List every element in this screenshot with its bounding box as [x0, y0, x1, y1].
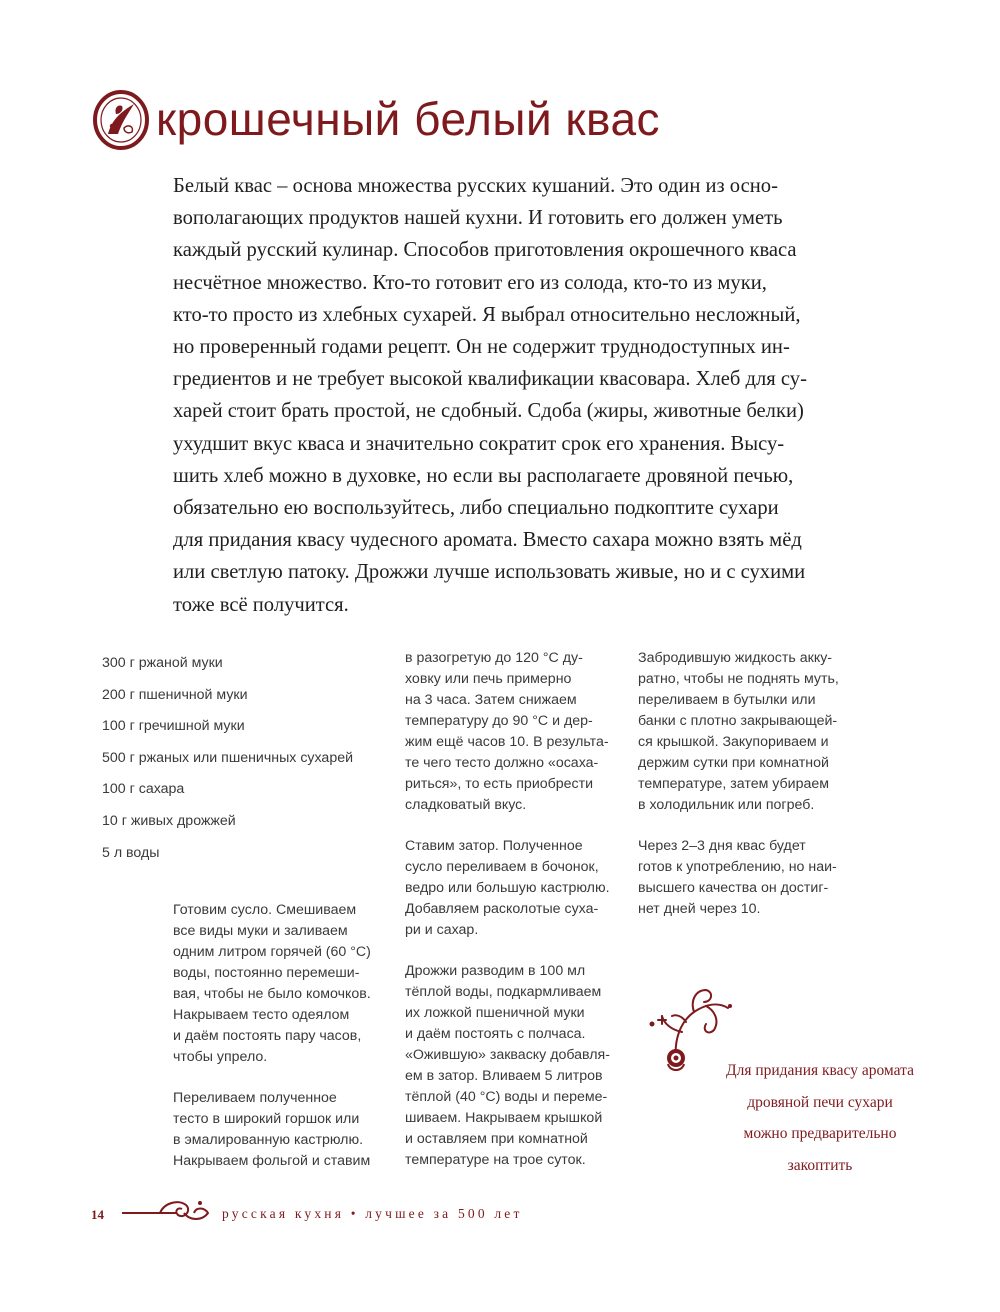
- intro-line: но проверенный годами рецепт. Он не содержит труднодоступных ин-: [173, 336, 790, 359]
- step-line: переливаем в бутылки или: [638, 692, 816, 708]
- step-line: ри и сахар.: [405, 922, 479, 938]
- intro-paragraph: [173, 170, 863, 621]
- step-line: ем в затор. Вливаем 5 литров: [405, 1068, 603, 1084]
- step-line: тёплой (40 °С) воды и переме-: [405, 1089, 608, 1105]
- image-caption: [700, 1055, 940, 1181]
- step-line: температуре на трое суток.: [405, 1152, 586, 1168]
- step-line: Через 2–3 дня квас будет: [638, 838, 806, 854]
- steps-column-1: [173, 900, 393, 1192]
- step-line: банки с плотно закрывающей-: [638, 713, 838, 729]
- step-line: сладковатый вкус.: [405, 797, 527, 813]
- step-paragraph: [405, 836, 630, 941]
- intro-line: харей стоит брать простой, не сдобный. Сдоба (жиры, животные белки): [173, 400, 804, 423]
- step-line: риться», то есть приобрести: [405, 776, 594, 792]
- ingredient-item: 100 г сахара: [102, 781, 185, 798]
- caption-line: дровяной печи сухари: [747, 1093, 893, 1111]
- step-paragraph: [638, 836, 863, 920]
- title-text: крошечный белый квас: [156, 93, 661, 145]
- step-line: держим сутки при комнатной: [638, 755, 829, 771]
- intro-line: для придания квасу чудесного аромата. Вместо сахара можно взять мёд: [173, 529, 802, 552]
- step-line: Переливаем полученное: [173, 1090, 337, 1106]
- step-line: в разогретую до 120 °С ду-: [405, 650, 583, 666]
- step-line: ховку или печь примерно: [405, 671, 572, 687]
- step-line: Ставим затор. Полученное: [405, 838, 583, 854]
- intro-line: тоже всё получится.: [173, 593, 349, 616]
- step-line: те чего тесто должно «осаха-: [405, 755, 599, 771]
- intro-line: каждый русский кулинар. Способов приготовления окрошечного кваса: [173, 239, 797, 262]
- step-line: в холодильник или погреб.: [638, 797, 815, 813]
- step-line: «Ожившую» закваску добавля-: [405, 1047, 610, 1063]
- steps-column-2: [405, 648, 630, 1191]
- step-line: ратно, чтобы не поднять муть,: [638, 671, 839, 687]
- step-line: температуру до 90 °С и дер-: [405, 713, 593, 729]
- step-line: Накрываем тесто одеялом: [173, 1007, 350, 1023]
- step-line: Добавляем расколотые суха-: [405, 901, 599, 917]
- intro-line: Белый квас – основа множества русских кушаний. Это один из осно-: [173, 175, 778, 197]
- step-line: температуре, затем убираем: [638, 776, 830, 792]
- step-line: нет дней через 10.: [638, 901, 761, 917]
- step-paragraph: [405, 648, 630, 816]
- ingredient-item: 100 г гречишной муки: [102, 718, 245, 735]
- step-line: сусло переливаем в бочонок,: [405, 859, 599, 875]
- step-line: тесто в широкий горшок или: [173, 1111, 360, 1127]
- caption-line: закоптить: [787, 1156, 853, 1174]
- intro-line: кто-то просто из хлебных сухарей. Я выбрал относительно несложный,: [173, 303, 801, 326]
- step-line: готов к употреблению, но наи-: [638, 859, 837, 875]
- ingredient-item: 500 г ржаных или пшеничных сухарей: [102, 749, 354, 766]
- step-line: тёплой воды, подкармливаем: [405, 984, 602, 1000]
- intro-line: вополагающих продуктов нашей кухни. И готовить его должен уметь: [173, 207, 783, 230]
- step-line: шиваем. Накрываем крышкой: [405, 1110, 603, 1126]
- step-line: чтобы упрело.: [173, 1049, 268, 1065]
- intro-line: или светлую патоку. Дрожжи лучше использовать живые, но и с сухими: [173, 561, 806, 584]
- ingredient-item: 5 л воды: [102, 844, 160, 861]
- step-line: Дрожжи разводим в 100 мл: [405, 963, 586, 979]
- step-line: Забродившую жидкость акку-: [638, 650, 833, 666]
- step-line: и даём постоять пару часов,: [173, 1028, 362, 1044]
- steps-column-3: [638, 648, 863, 940]
- ingredients-list: [102, 648, 392, 869]
- ingredient-item: 300 г ржаной муки: [102, 655, 223, 671]
- step-paragraph: [173, 1088, 393, 1172]
- step-line: Накрываем фольгой и ставим: [173, 1153, 371, 1169]
- ornamental-dropcap-o: [88, 84, 156, 154]
- step-line: вая, чтобы не было комочков.: [173, 986, 371, 1002]
- step-line: все виды муки и заливаем: [173, 923, 348, 939]
- ingredient-item: 10 г живых дрожжей: [102, 812, 236, 829]
- step-line: ся крышкой. Закупориваем и: [638, 734, 829, 750]
- caption-line: можно предварительно: [743, 1125, 897, 1142]
- step-paragraph: [638, 648, 863, 816]
- step-line: высшего качества он достиг-: [638, 880, 829, 896]
- step-line: в эмалированную кастрюлю.: [173, 1132, 364, 1148]
- intro-line: ухудшит вкус кваса и значительно сократит срок его хранения. Высу-: [173, 432, 785, 455]
- step-line: Готовим сусло. Смешиваем: [173, 902, 357, 918]
- step-paragraph: [173, 900, 393, 1068]
- step-paragraph: [405, 961, 630, 1171]
- step-line: жим ещё часов 10. В результа-: [405, 734, 609, 750]
- footer-ornament: [120, 1195, 212, 1225]
- step-line: на 3 часа. Затем снижаем: [405, 692, 577, 708]
- step-line: и оставляем при комнатной: [405, 1131, 588, 1147]
- intro-line: несчётное множество. Кто-то готовит его из солода, кто-то из муки,: [173, 271, 767, 294]
- step-line: ведро или большую кастрюлю.: [405, 880, 610, 896]
- intro-line: шить хлеб можно в духовке, но если вы располагаете дровяной печью,: [173, 464, 794, 487]
- page-number: 14: [91, 1207, 104, 1222]
- caption-line: Для придания квасу аромата: [726, 1062, 914, 1079]
- ingredient-item: 200 г пшеничной муки: [102, 686, 248, 703]
- intro-line: гредиентов и не требует высокой квалификации квасовара. Хлеб для су-: [173, 368, 807, 391]
- step-line: одним литром горячей (60 °С): [173, 944, 371, 960]
- step-line: воды, постоянно перемеши-: [173, 965, 360, 981]
- step-line: их ложкой пшеничной муки: [405, 1005, 585, 1021]
- step-line: и даём постоять с полчаса.: [405, 1026, 586, 1042]
- page-title: [88, 84, 660, 154]
- intro-line: обязательно ею воспользуйтесь, либо специально подкоптите сухари: [173, 497, 779, 520]
- running-head: русская кухня • лучшее за 500 лет: [222, 1206, 523, 1221]
